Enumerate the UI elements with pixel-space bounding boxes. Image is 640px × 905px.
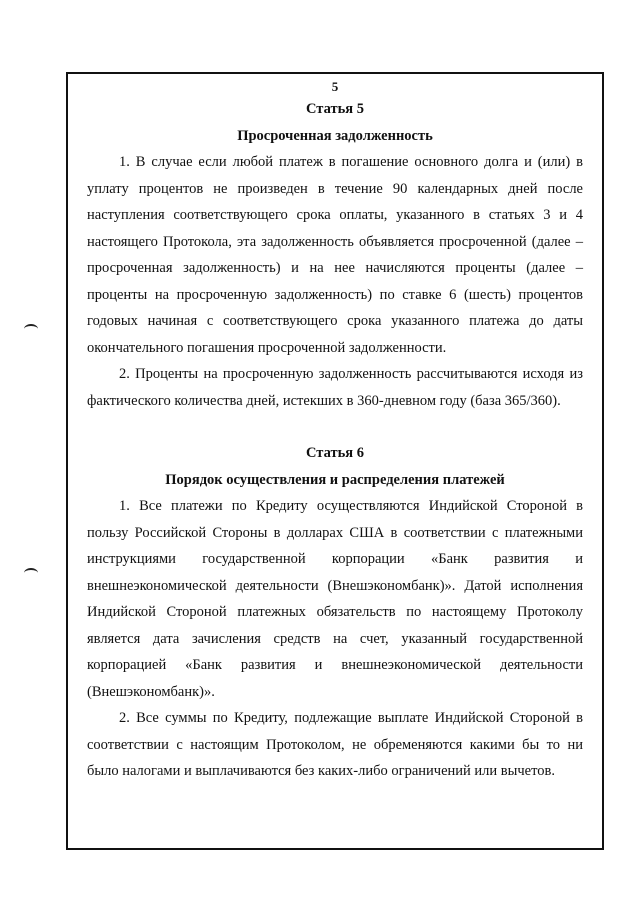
article-title: Просроченная задолженность bbox=[237, 127, 433, 144]
article-title: Порядок осуществления и распределения платежей bbox=[165, 471, 505, 488]
paragraph: 2. Все суммы по Кредиту, подлежащие выплате Индийской Стороной в соответствии с настоящим Протоколом, не обременяются какими бы то ни было налогами и выплачиваются без каких-либо ограничений или вычетов. bbox=[87, 710, 583, 779]
binding-hole-mark bbox=[24, 568, 38, 578]
section-spacer bbox=[87, 414, 583, 440]
page-number: 5 bbox=[331, 79, 339, 94]
article-5 bbox=[87, 96, 583, 414]
article-heading: Статья 5 bbox=[306, 101, 364, 117]
paragraph: 1. Все платежи по Кредиту осуществляются Индийской Стороной в пользу Российской Стороны в долларах США в соответствии с платежными инструкциями государственной корпорации «Банк развития и внешнеэкономической деятельности (Внешэкономбанк)». Датой исполнения Индийской Стороной платежных обязательств по настоящему Протоколу является дата зачисления средств на счет, указанный государственной корпорацией «Банк развития и внешнеэкономической деятельности (Внешэкономбанк)». bbox=[87, 498, 583, 700]
paragraph: 1. В случае если любой платеж в погашение основного долга и (или) в уплату процентов не произведен в течение 90 календарных дней после наступления соответствующего срока оплаты, указанного в статьях 3 и 4 настоящего Протокола, эта задолженность объявляется просроченной (далее – просроченная задолженность) и на нее начисляются проценты (далее – проценты на просроченную задолженность) по ставке 6 (шесть) процентов годовых начиная с соответствующего срока указанного платежа до даты окончательного погашения просроченной задолженности. bbox=[87, 154, 583, 356]
binding-hole-mark bbox=[24, 324, 38, 334]
article-6 bbox=[87, 440, 583, 785]
document-body bbox=[87, 78, 583, 785]
paragraph: 2. Проценты на просроченную задолженность рассчитываются исходя из фактического количества дней, истекших в 360-дневном году (база 365/360). bbox=[87, 366, 583, 409]
article-heading: Статья 6 bbox=[306, 445, 364, 461]
